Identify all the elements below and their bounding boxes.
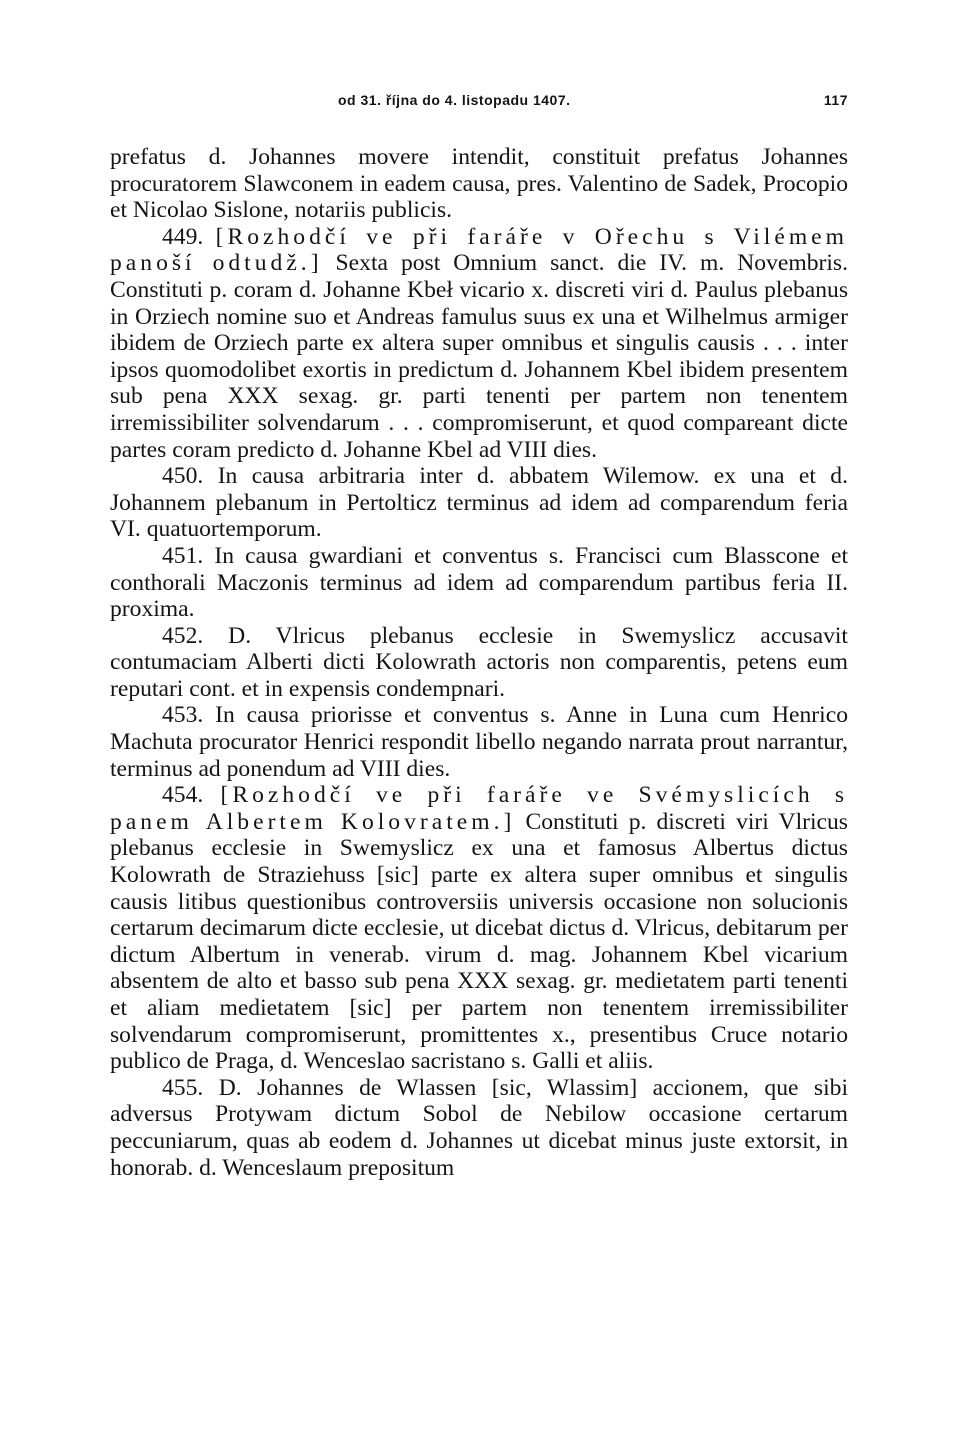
entry-heading: [Rozhodčí ve při faráře v Ořechu s Vilémem panoší odtudž.]	[110, 223, 848, 277]
entry-number: 449.	[162, 223, 204, 250]
continuation-paragraph: prefatus d. Johannes movere intendit, constituit prefatus Johannes procuratorem Slawconem in eadem causa, pres. Valentino de Sadek, Procopio et Nicolao Sislone, notariis publicis.	[110, 144, 848, 224]
entry-text: In causa arbitraria inter d. abbatem Wilemow. ex una et d. Johannem plebanum in Pertolticz terminus ad idem ad comparendum feria VI. quatuortemporum.	[110, 463, 848, 543]
running-header	[110, 92, 848, 122]
entry-text: D. Vlricus plebanus ecclesie in Swemyslicz accusavit contumaciam Alberti dicti Kolowrath actoris non comparentis, petens eum reputari cont. et in expensis condempnari.	[110, 622, 848, 702]
page-number: 117	[823, 92, 848, 108]
entry-heading: [Rozhodčí ve při faráře ve Svémyslicích s panem Albertem Kolovratem.]	[110, 782, 848, 835]
document-page	[110, 92, 848, 1181]
entry-455	[110, 1075, 848, 1181]
entry-number: 450.	[162, 463, 204, 490]
entry-450	[110, 463, 848, 543]
entry-451	[110, 543, 848, 623]
entry-452	[110, 623, 848, 703]
entry-number: 454.	[162, 782, 204, 809]
entry-453	[110, 702, 848, 782]
entry-text: In causa gwardiani et conventus s. Francisci cum Blasscone et conthorali Maczonis terminus ad idem ad comparendum partibus feria II. proxima.	[110, 542, 848, 623]
body-text	[110, 144, 848, 1181]
entry-number: 452.	[162, 622, 204, 649]
entry-text: In causa priorisse et conventus s. Anne in Luna cum Henrico Machuta procurator Henrici respondit libello negando narrata prout narrantur, terminus ad ponendum ad VIII dies.	[110, 702, 848, 782]
entry-text: D. Johannes de Wlassen [sic, Wlassim] accionem, que sibi adversus Protywam dictum Sobol de Nebilow occasione certarum peccuniarum, quas ab eodem d. Johannes ut dicebat minus juste extorsit, in honorab. d. Wenceslaum prepositum	[110, 1074, 849, 1181]
entry-454	[110, 782, 848, 1075]
entry-number: 453.	[162, 702, 204, 729]
header-title: od 31. října do 4. listopadu 1407.	[338, 92, 571, 108]
entry-text: Constituti p. discreti viri Vlricus plebanus ecclesie in Swemyslicz ex una et famosus Albertus dictus Kolowrath de Straziehuss [sic] parte ex altera super omnibus et singulis causis litibus questionibus controversiis universis occasione non solucionis certarum decimarum dicte ecclesie, ut dicebat dictus d. Vlricus, debitarum per dictum Albertum in venerab. virum d. mag. Johannem Kbel vicarium absentem de alto et basso sub pena XXX sexag. gr. medietatem parti tenenti et aliam medietatem [sic] per partem non tenentem irremissibiliter solvendarum compromiserunt, promittentes x., presentibus Cruce notario publico de Praga, d. Wenceslao sacristano s. Galli et aliis.	[110, 808, 848, 1075]
entry-number: 451.	[162, 542, 204, 569]
entry-number: 455.	[162, 1074, 204, 1101]
entry-449	[110, 224, 848, 463]
entry-text: Sexta post Omnium sanct. die IV. m. Novembris. Constituti p. coram d. Johanne Kbeł vicario x. discreti viri d. Paulus plebanus in Orziech nomine suo et Andreas famulus suus ex una et Wilhelmus armiger ibidem de Orziech parte ex altera super omnibus et singulis causis . . . inter ipsos quomodolibet exortis in predictum d. Johannem Kbel ibidem presentem sub pena XXX sexag. gr. parti tenenti per partem non tenentem irremissibiliter solvendarum . . . compromiserunt, et quod compareant dicte partes coram predicto d. Johanne Kbel ad VIII dies.	[110, 250, 848, 463]
